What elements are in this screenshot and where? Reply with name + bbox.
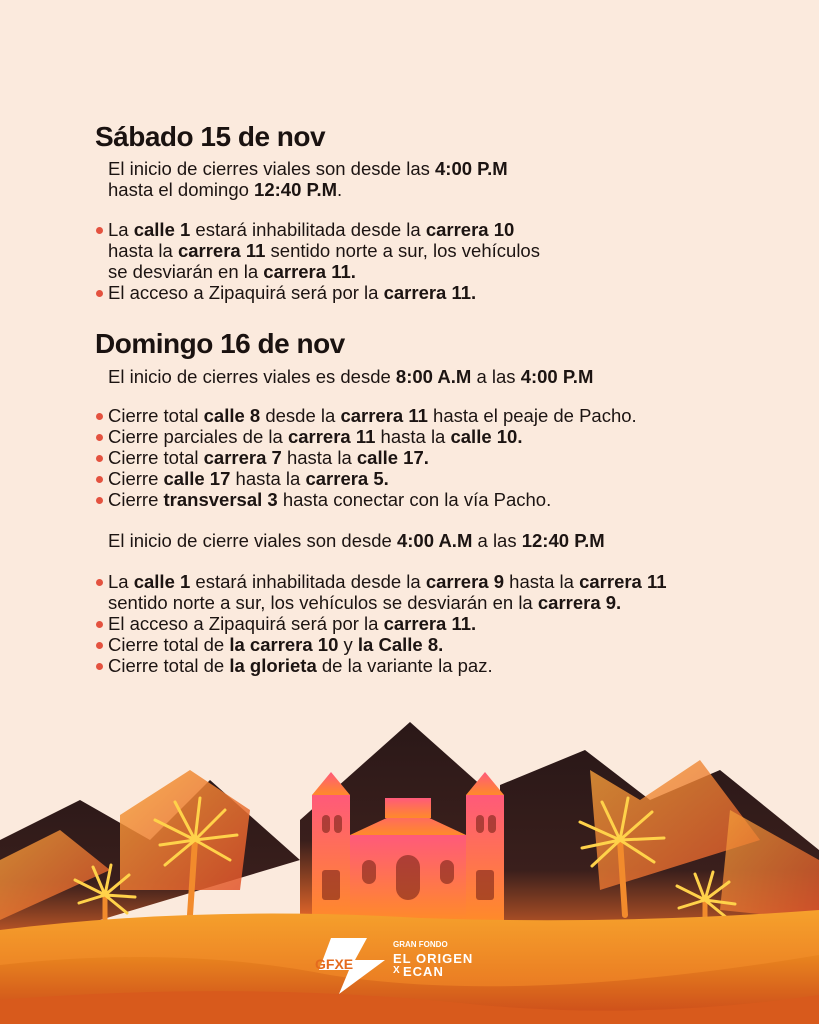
text-run: y: [338, 634, 358, 655]
text-run: Cierre total: [108, 447, 204, 468]
text-run: Cierre: [108, 489, 164, 510]
logo-mark-text: GFXE: [315, 956, 354, 972]
bold-text: carrera 11.: [383, 613, 477, 634]
bold-text: calle 10.: [450, 426, 523, 447]
text-run: .: [337, 179, 343, 200]
text-run: Cierre total de: [108, 634, 230, 655]
list-item: [108, 489, 551, 511]
bullet-dot-icon: [96, 642, 103, 649]
list-item: [108, 240, 540, 262]
bold-text: carrera 9: [425, 571, 505, 592]
text-run: hasta la: [108, 240, 178, 261]
logo-small-text: GRAN FONDO: [393, 940, 448, 949]
text-run: sentido norte a sur, los vehículos: [265, 240, 540, 261]
bold-text: carrera 11.: [263, 261, 356, 282]
bold-text: la carrera 10: [229, 634, 339, 655]
bold-text: 12:40 P.M: [254, 179, 338, 200]
bullet-dot-icon: [96, 434, 103, 441]
bullet-dot-icon: [96, 476, 103, 483]
list-item: [108, 592, 621, 614]
bold-text: carrera 11: [340, 405, 428, 426]
list-item: [108, 405, 637, 427]
paragraph-line: [108, 179, 342, 201]
bold-text: carrera 11: [579, 571, 667, 592]
text-run: Cierre parciales de la: [108, 426, 288, 447]
bullet-dot-icon: [96, 663, 103, 670]
bold-text: 4:00 A.M: [396, 530, 473, 551]
bold-text: 4:00 P.M: [520, 366, 594, 387]
list-item: [108, 282, 476, 304]
text-run: a las: [471, 366, 521, 387]
bullet-dot-icon: [96, 413, 103, 420]
bold-text: carrera 11: [287, 426, 376, 447]
bold-text: calle 8: [203, 405, 261, 426]
text-run: hasta el domingo: [108, 179, 255, 200]
list-item: [108, 571, 667, 593]
text-run: desde la: [260, 405, 341, 426]
text-run: El acceso a Zipaquirá será por la: [108, 282, 384, 303]
bold-text: carrera 11: [177, 240, 266, 261]
list-item: [108, 447, 429, 469]
bullet-dot-icon: [96, 579, 103, 586]
paragraph-line: [108, 366, 593, 388]
text-run: El acceso a Zipaquirá será por la: [108, 613, 384, 634]
bold-text: calle 1: [133, 219, 191, 240]
bold-text: 8:00 A.M: [395, 366, 472, 387]
text-run: de la variante la paz.: [316, 655, 493, 676]
bullet-dot-icon: [96, 227, 103, 234]
text-run: se desviarán en la: [108, 261, 264, 282]
bold-text: carrera 11.: [383, 282, 477, 303]
text-run: hasta conectar con la vía Pacho.: [277, 489, 552, 510]
text-run: hasta el peaje de Pacho.: [427, 405, 637, 426]
bold-text: carrera 10: [425, 219, 515, 240]
text-run: La: [108, 219, 134, 240]
bold-text: calle 17: [163, 468, 231, 489]
text-run: a las: [472, 530, 522, 551]
logo-line-2: X: [393, 965, 400, 976]
saturday-title: Sábado 15 de nov: [95, 121, 326, 152]
list-item: [108, 426, 523, 448]
bold-text: 4:00 P.M: [435, 158, 508, 179]
paragraph-line: [108, 530, 605, 552]
bold-text: calle 17.: [356, 447, 429, 468]
bullet-dot-icon: [96, 455, 103, 462]
list-item: [108, 634, 443, 656]
text-run: hasta la: [375, 426, 451, 447]
bold-text: transversal 3: [163, 489, 278, 510]
text-run: El inicio de cierres viales es desde: [108, 366, 396, 387]
text-run: hasta la: [504, 571, 580, 592]
sunday-title: Domingo 16 de nov: [95, 328, 345, 359]
bold-text: carrera 5.: [305, 468, 389, 489]
logo-line-1: EL ORIGEN: [393, 951, 474, 966]
list-item: [108, 219, 514, 241]
text-run: sentido norte a sur, los vehículos se desviarán en la: [108, 592, 538, 613]
logo-line-3: ECAN: [403, 964, 444, 979]
text-run: hasta la: [281, 447, 357, 468]
text-run: Cierre total: [108, 405, 204, 426]
bullet-dot-icon: [96, 621, 103, 628]
text-run: hasta la: [230, 468, 306, 489]
bold-text: carrera 9.: [537, 592, 622, 613]
list-item: [108, 655, 493, 677]
list-item: [108, 468, 389, 490]
text-run: estará inhabilitada desde la: [190, 219, 426, 240]
gfxe-logo: [313, 934, 503, 998]
text-run: El inicio de cierres viales son desde las: [108, 158, 435, 179]
list-item: [108, 261, 356, 283]
bold-text: calle 1: [133, 571, 191, 592]
bold-text: carrera 7: [203, 447, 282, 468]
bold-text: la Calle 8.: [357, 634, 444, 655]
paragraph-line: [108, 158, 508, 180]
text-run: estará inhabilitada desde la: [190, 571, 426, 592]
text-run: El inicio de cierre viales son desde: [108, 530, 397, 551]
list-item: [108, 613, 476, 635]
text-run: Cierre total de: [108, 655, 230, 676]
bold-text: la glorieta: [229, 655, 317, 676]
text-run: La: [108, 571, 134, 592]
text-run: Cierre: [108, 468, 164, 489]
bullet-dot-icon: [96, 497, 103, 504]
bullet-dot-icon: [96, 290, 103, 297]
bold-text: 12:40 P.M: [521, 530, 605, 551]
